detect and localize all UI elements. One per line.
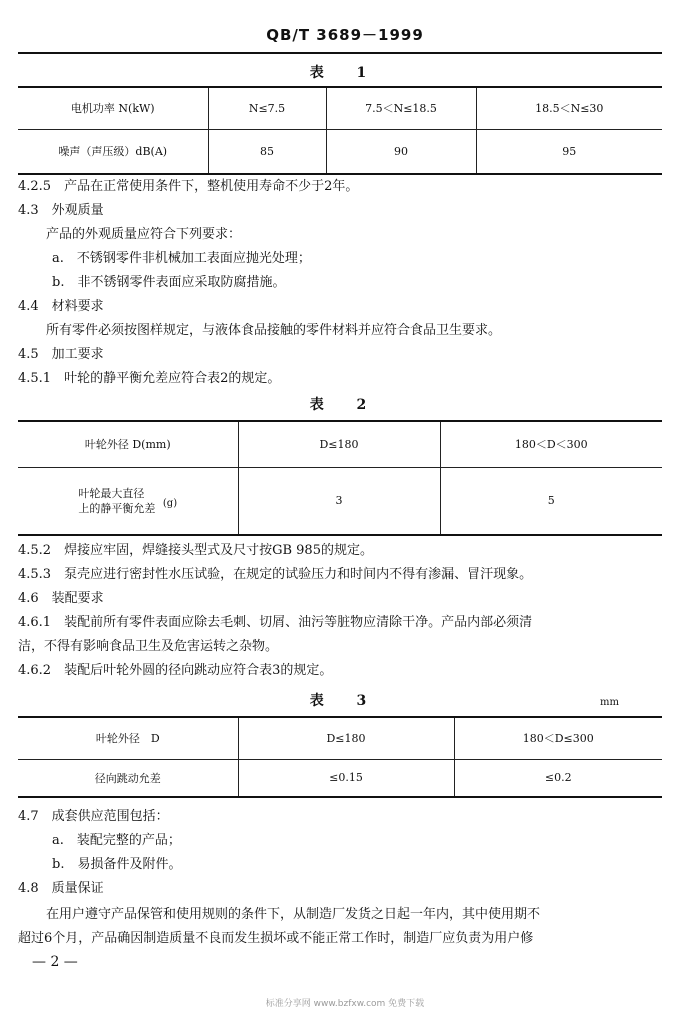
table2-cell: [18, 467, 238, 535]
table1-cell: 85: [208, 129, 326, 174]
table2-cell: D≤180: [238, 421, 440, 467]
table1-cell: 18.5＜N≤30: [476, 87, 662, 129]
clause-4-7-item-b: b. 易损备件及附件。: [52, 857, 182, 872]
table2-label-line2: 上的静平衡允差: [78, 501, 156, 515]
table2-cell: 180＜D＜300: [440, 421, 662, 467]
clause-4-5-2: 4.5.2 焊接应牢固，焊缝接头型式及尺寸按GB 985的规定。: [18, 543, 373, 558]
clause-4-3-item-b: b. 非不锈钢零件表面应采取防腐措施。: [52, 275, 286, 290]
clause-4-6-2: 4.6.2 装配后叶轮外圆的径向跳动应符合表3的规定。: [18, 663, 333, 678]
clause-4-6-1-line2: 洁，不得有影响食品卫生及危害运转之杂物。: [18, 639, 279, 654]
table3-cell: 180＜D≤300: [454, 717, 662, 759]
page-number: — 2 —: [32, 954, 78, 970]
table2-balance-label: [78, 486, 155, 516]
table3-cell: ≤0.2: [454, 759, 662, 797]
clause-4-7-item-a: a. 装配完整的产品；: [52, 833, 181, 848]
table1-row-noise: [18, 129, 662, 174]
clause-4-6-title: 4.6 装配要求: [18, 591, 104, 606]
table3-row-runout: [18, 759, 662, 797]
table2-caption: 表 2: [309, 397, 381, 413]
table1-cell: 电机功率 N(kW): [18, 87, 208, 129]
clause-4-5-1: 4.5.1 叶轮的静平衡允差应符合表2的规定。: [18, 371, 281, 386]
clause-4-8-title: 4.8 质量保证: [18, 881, 104, 896]
table2-unit: (g): [162, 497, 178, 509]
table1-cell: 噪声（声压级）dB(A): [58, 145, 168, 159]
clause-4-6-1-line1: 4.6.1 装配前所有零件表面应除去毛刺、切屑、油污等脏物应清除干净。产品内部必须清: [18, 615, 533, 630]
clause-4-2-5: 4.2.5 产品在正常使用条件下，整机使用寿命不少于2年。: [18, 179, 359, 194]
clause-4-8-line2: 超过6个月，产品确因制造质量不良而发生损坏或不能正常工作时，制造厂应负责为用户修: [18, 931, 534, 946]
clause-4-4-body: 所有零件必须按图样规定，与液体食品接触的零件材料并应符合食品卫生要求。: [46, 323, 502, 338]
table1-caption: 表 1: [309, 65, 381, 81]
clause-4-3-title: 4.3 外观质量: [18, 203, 104, 218]
table1-cell: N≤7.5: [208, 87, 326, 129]
table3-row-diameter: [18, 717, 662, 759]
table2-cell: 5: [440, 467, 662, 535]
table3-cell: 径向跳动允差: [94, 771, 161, 785]
table3: [18, 716, 662, 798]
table1-cell: 95: [476, 129, 662, 174]
clause-4-5-3: 4.5.3 泵壳应进行密封性水压试验，在规定的试验压力和时间内不得有渗漏、冒汗现象。: [18, 567, 533, 582]
clause-4-7-title: 4.7 成套供应范围包括：: [18, 809, 169, 824]
table2-cell: 3: [238, 467, 440, 535]
table3-caption: 表 3: [309, 693, 381, 709]
table2-row-balance: [18, 467, 662, 535]
header-rule: [18, 52, 662, 54]
table2-cell: 叶轮外径 D(mm): [18, 421, 238, 467]
table2: [18, 420, 662, 536]
table1-cell: 90: [326, 129, 476, 174]
clause-4-5-title: 4.5 加工要求: [18, 347, 104, 362]
table3-cell: ≤0.15: [238, 759, 454, 797]
table1-row-power: [18, 87, 662, 129]
table1: [18, 86, 662, 175]
table3-unit: mm: [600, 697, 619, 708]
clause-4-8-line1: 在用户遵守产品保管和使用规则的条件下，从制造厂发货之日起一年内，其中使用期不: [46, 907, 541, 922]
table3-cell: D≤180: [238, 717, 454, 759]
watermark-text: 标准分享网 www.bzfxw.com 免费下载: [265, 999, 425, 1009]
clause-4-3-intro: 产品的外观质量应符合下列要求：: [46, 227, 242, 242]
clause-4-3-item-a: a. 不锈钢零件非机械加工表面应抛光处理；: [52, 251, 311, 266]
table3-cell: 叶轮外径 D: [18, 717, 238, 759]
table2-label-line1: 叶轮最大直径: [78, 486, 145, 500]
table1-cell: 7.5＜N≤18.5: [326, 87, 476, 129]
standard-code-header: QB/T 3689－1999: [266, 26, 424, 44]
clause-4-4-title: 4.4 材料要求: [18, 299, 104, 314]
table2-row-diameter: [18, 421, 662, 467]
